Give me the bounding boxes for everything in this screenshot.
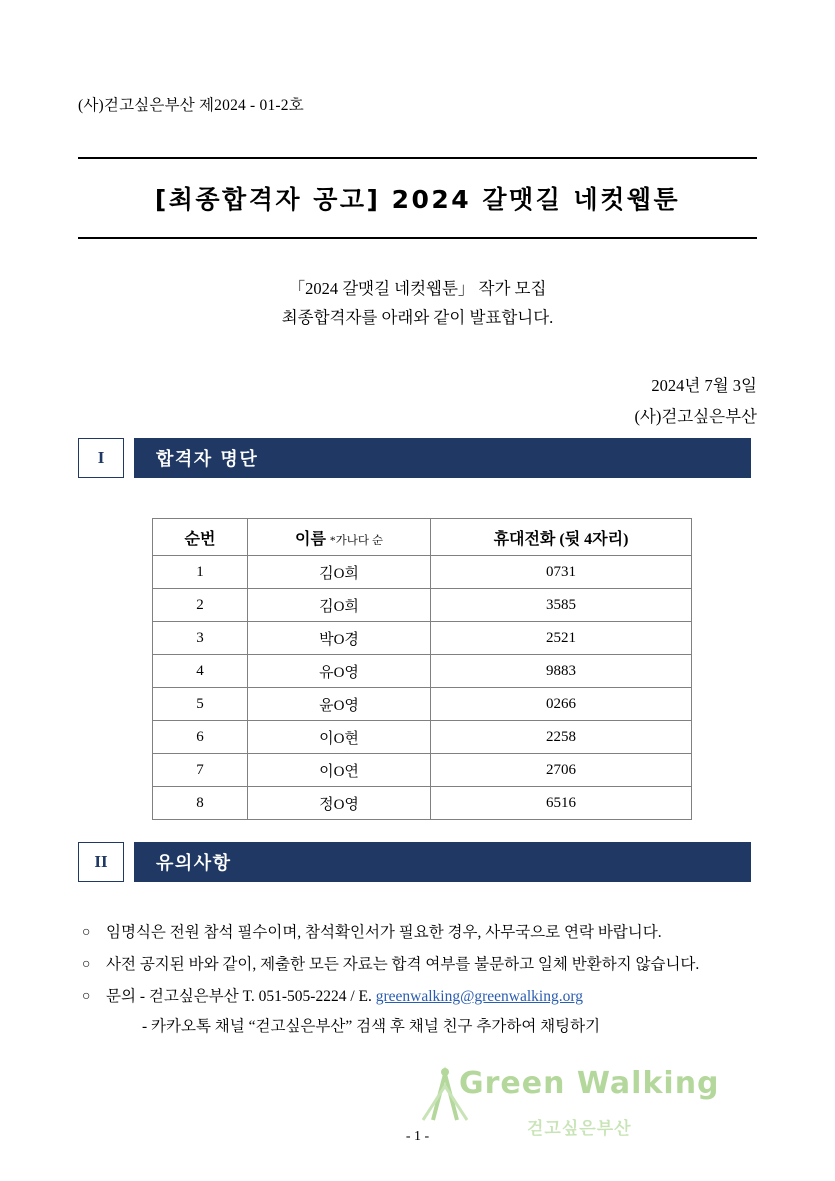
- green-walking-logo-icon: [415, 1064, 475, 1128]
- column-header-name-text: 이름: [295, 530, 326, 548]
- table-row: [153, 787, 692, 820]
- section-header-passer-list: [78, 438, 751, 478]
- table-body: [153, 556, 692, 820]
- section-title: 유의사항: [134, 842, 751, 882]
- table-header-row: [153, 519, 692, 556]
- document-issuer: (사)걷고싶은부산: [634, 407, 757, 426]
- list-item-contact: [82, 982, 762, 1042]
- document-subtitle: [0, 274, 835, 332]
- table-row: [153, 556, 692, 589]
- cell-no: 3: [153, 622, 248, 655]
- cell-phone: 2706: [431, 754, 692, 787]
- notice-list: [82, 918, 762, 1044]
- cell-phone: 6516: [431, 787, 692, 820]
- section-header-notices: [78, 842, 751, 882]
- cell-phone: 2521: [431, 622, 692, 655]
- cell-phone: 9883: [431, 655, 692, 688]
- cell-name: 유O영: [248, 655, 431, 688]
- cell-phone: 3585: [431, 589, 692, 622]
- document-date-block: [634, 370, 757, 432]
- cell-name: 윤O영: [248, 688, 431, 721]
- cell-no: 1: [153, 556, 248, 589]
- cell-phone: 0266: [431, 688, 692, 721]
- table-row: [153, 622, 692, 655]
- watermark-title: Green Walking: [459, 1066, 720, 1101]
- section-title: 합격자 명단: [134, 438, 751, 478]
- cell-no: 7: [153, 754, 248, 787]
- cell-name: 김O희: [248, 556, 431, 589]
- page-number: - 1 -: [405, 1129, 430, 1144]
- cell-no: 4: [153, 655, 248, 688]
- cell-no: 2: [153, 589, 248, 622]
- page-title: [최종합격자 공고] 2024 갈맷길 네컷웹툰: [154, 185, 681, 214]
- notice-contact: [106, 982, 762, 1042]
- contact-text: 문의 - 걷고싶은부산 T. 051-505-2224 / E.: [106, 988, 376, 1005]
- cell-name: 김O희: [248, 589, 431, 622]
- column-header-name: [248, 519, 431, 556]
- cell-name: 이O현: [248, 721, 431, 754]
- list-item: [82, 918, 762, 948]
- column-header-phone: 휴대전화 (뒷 4자리): [431, 519, 692, 556]
- cell-name: 이O연: [248, 754, 431, 787]
- cell-name: 정O영: [248, 787, 431, 820]
- list-item: [82, 950, 762, 980]
- table-head: [153, 519, 692, 556]
- subtitle-line-2: 최종합격자를 아래와 같이 발표합니다.: [281, 308, 554, 327]
- passer-list-table: [152, 518, 692, 820]
- notice-text: 사전 공지된 바와 같이, 제출한 모든 자료는 합격 여부를 불문하고 일체 반환하지 않습니다.: [106, 956, 700, 973]
- bullet-icon: ○: [82, 957, 91, 972]
- cell-no: 6: [153, 721, 248, 754]
- section-numeral: I: [78, 438, 124, 478]
- notice-text: 임명식은 전원 참석 필수이며, 참석확인서가 필요한 경우, 사무국으로 연락 바랍니다.: [106, 924, 662, 941]
- cell-phone: 2258: [431, 721, 692, 754]
- cell-name: 박O경: [248, 622, 431, 655]
- document-title-block: [78, 157, 757, 239]
- cell-no: 5: [153, 688, 248, 721]
- table-row: [153, 721, 692, 754]
- table-row: [153, 589, 692, 622]
- watermark: [407, 1058, 767, 1168]
- watermark-subtitle: 걷고싶은부산: [527, 1119, 632, 1139]
- contact-email-link[interactable]: greenwalking@greenwalking.org: [375, 988, 583, 1005]
- table-row: [153, 655, 692, 688]
- subtitle-line-1: 「2024 갈맷길 네컷웹툰」 작가 모집: [288, 279, 547, 298]
- section-numeral: II: [78, 842, 124, 882]
- bullet-icon: ○: [82, 989, 91, 1004]
- table-row: [153, 688, 692, 721]
- table-row: [153, 754, 692, 787]
- document-number: (사)걷고싶은부산 제2024 - 01-2호: [78, 97, 304, 114]
- bullet-icon: ○: [82, 925, 91, 940]
- document-date: 2024년 7월 3일: [651, 376, 757, 395]
- column-header-name-note: *가나다 순: [329, 534, 383, 547]
- cell-phone: 0731: [431, 556, 692, 589]
- column-header-no: 순번: [153, 519, 248, 556]
- kakao-channel-text: - 카카오톡 채널 “걷고싶은부산” 검색 후 채널 친구 추가하여 채팅하기: [142, 1018, 601, 1035]
- cell-no: 8: [153, 787, 248, 820]
